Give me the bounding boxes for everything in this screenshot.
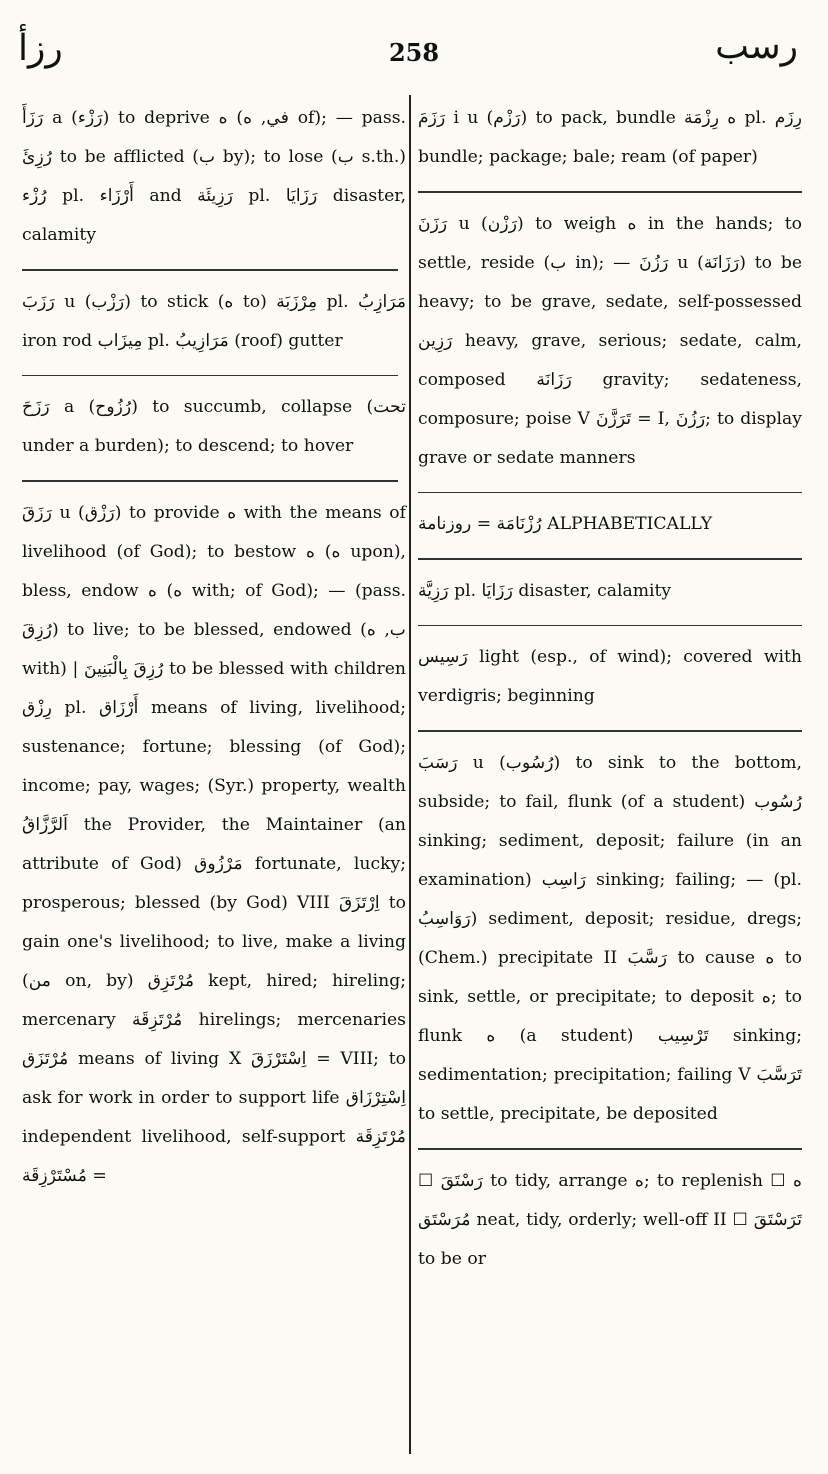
entry-ruznama: رُزْنَامَة = روزنامة ALPHABETICALLY bbox=[418, 514, 713, 535]
entry-divider bbox=[418, 558, 802, 560]
entry-rasaba: رَسَبَ u (رُسُوب) to sink to the bottom, subside; to fail, flunk (of a student) رُسُوب sinking; sediment, deposit; failure (in an examination) رَاسِب sinking; failing; — (pl. رَوَاسِبُ) sediment, deposit; residue, dregs; (Chem.) precipitate II رَسَّبَ to cause ه to sink, settle, or precipitate; to deposit ه; to flunk ه (a student) تَرْسِيب sinking; sedimentation; precipitation; failing V تَرَسَّبَ to settle, precipitate, be deposited bbox=[418, 752, 802, 1124]
left-running-headword: رزأ bbox=[18, 28, 63, 69]
entry-divider bbox=[22, 269, 398, 271]
entry-divider bbox=[418, 492, 802, 494]
entry-divider bbox=[22, 375, 398, 377]
page-header bbox=[0, 0, 828, 92]
right-running-headword: رسب bbox=[715, 26, 798, 67]
entry-divider bbox=[418, 1148, 802, 1150]
entry-divider bbox=[418, 730, 802, 732]
entry-divider bbox=[418, 625, 802, 627]
entry-raziyya: رَزِيَّة pl. رَزَايَا disaster, calamity bbox=[418, 580, 672, 601]
entry-razana: رَزَنَ u (رَزْن) to weigh ه in the hands; to settle, reside (ب in); — رَزُنَ u (رَزَانَة) to be heavy; to be grave, sedate, self-possessed رَزِين heavy, grave, serious; sedate, calm, composed رَزَانَة gravity; sedateness, composure; poise V تَرَزَّنَ = I, رَزُنَ; to display grave or sedate manners bbox=[418, 213, 803, 468]
entry-razaqa: رَزَقَ u (رَزْق) to provide ه with the means of livelihood (of God); to bestow ه (ه upon), bless, endow ه (ه with; of God); — (pass. رُزِقَ) to live; to be blessed, endowed (ب, ه with) | رُزِقَ بِالْبَنِينَ to be blessed with children رِزْق pl. أَرْزَاق means of living, livelihood; sustenance; fortune; blessing (of God); income; pay, wages; (Syr.) property, wealth اَلرَّزَّاقُ the Provider, the Maintainer (an attribute of God) مَرْزُوق fortunate, lucky; prosperous; blessed (by God) VIII اِرْتَزَقَ to gain one's livelihood; to live, make a living (من on, by) مُرْتَزِق kept, hired; hireling; mercenary مُرْتَزِقَة hirelings; mercenaries مُرْتَزَق means of living X اِسْتَرْزَقَ = VIII; to ask for work in order to support life اِسْتِرْزَاق independent livelihood, self-support مُرْتَزِقَة = مُسْتَرْزِقَة bbox=[22, 502, 407, 1186]
left-column bbox=[22, 95, 406, 1474]
entry-rastaqa: ☐ رَسْتَقَ to tidy, arrange ه; to replenish ه ☐ مُرَسْتَق neat, tidy, orderly; well-off II ☐ تَرَسْتَقَ to be or bbox=[418, 1170, 802, 1269]
column-separator bbox=[409, 95, 411, 1454]
entry-rasis: رَسِيس light (esp., of wind); covered with verdigris; beginning bbox=[418, 647, 802, 707]
right-column bbox=[418, 95, 802, 1474]
entry-razaha: رَزَحَ a (رُزُوح) to succumb, collapse (تحت under a burden); to descend; to hover bbox=[22, 397, 406, 457]
page-number: 258 bbox=[388, 38, 440, 67]
entry-divider bbox=[418, 191, 802, 193]
entry-razaa: رَزَأَ a (رَزْء) to deprive ه (في, ه of); — pass. رُزِئَ to be afflicted (ب by); to lose (ب s.th.) رُزْء pl. أَرْزَاء and رَزِيئَة pl. رَزَايَا disaster, calamity bbox=[22, 108, 407, 245]
entry-razaba: رَزَبَ u (رَزْب) to stick (ه to) مِرْزَبَة pl. مَرَازِبُ iron rod مِيزَاب pl. مَرَازِيبُ (roof) gutter bbox=[22, 291, 407, 351]
entry-razama: رَزَمَ i u (رَزْم) to pack, bundle ه رِزْمَة pl. رِزَم bundle; package; bale; ream (of paper) bbox=[418, 108, 802, 167]
entry-divider bbox=[22, 480, 398, 482]
